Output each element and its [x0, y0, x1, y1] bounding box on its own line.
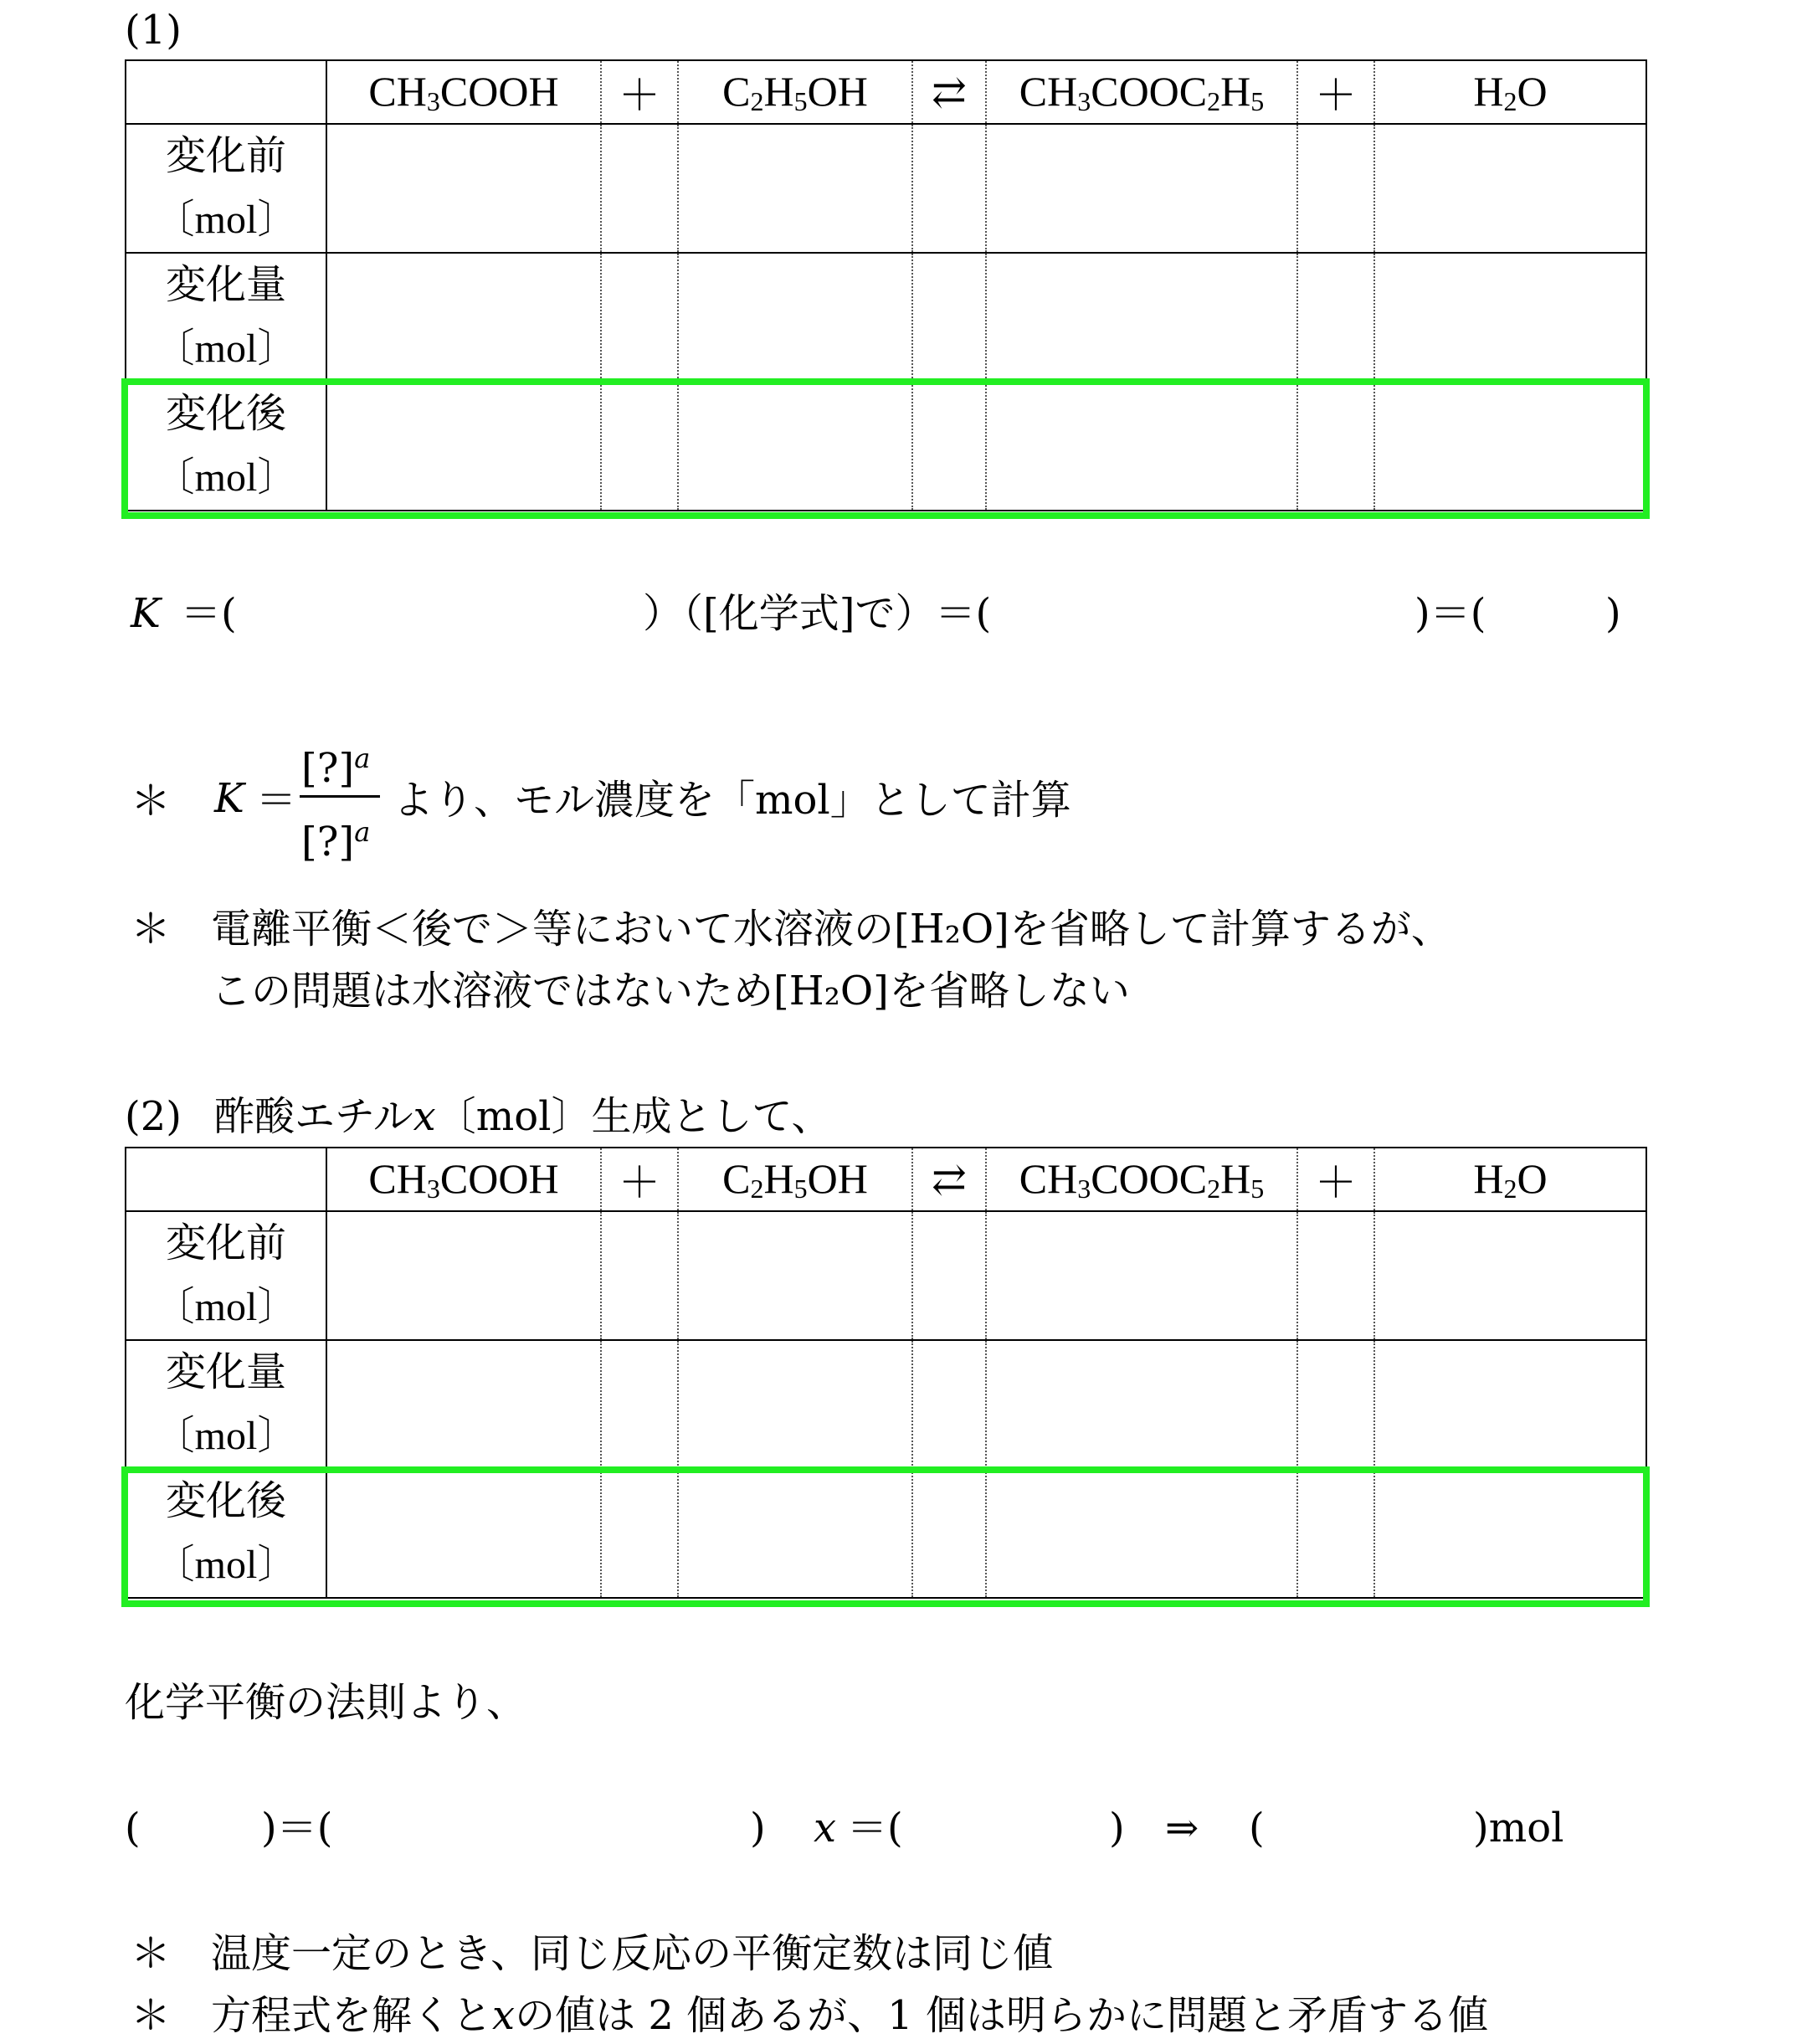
- blank-cell: [678, 1211, 912, 1340]
- blank-cell: [1374, 124, 1646, 253]
- header-cell: H2O: [1374, 1148, 1646, 1211]
- blank-cell: [912, 124, 986, 253]
- p2-note1-star: ＊: [131, 1930, 172, 1977]
- eq-p4: ＝(: [847, 1805, 903, 1851]
- header-cell: C2H5OH: [678, 60, 912, 124]
- blank-cell: [601, 253, 678, 382]
- blank-cell: [678, 1340, 912, 1469]
- row-label: [126, 1211, 326, 1340]
- blank-cell: [912, 1340, 986, 1469]
- row-label-name: 変化前: [165, 134, 286, 178]
- eq-p6: (: [1249, 1805, 1265, 1851]
- note1-eq: ＝: [256, 777, 297, 824]
- note2-line2: この問題は水溶液ではないため[H₂O]を省略しない: [211, 968, 1130, 1014]
- row-label-unit: 〔mol〕: [154, 1285, 298, 1329]
- header-cell: CH3COOC2H5: [986, 60, 1297, 124]
- header-cell: C2H5OH: [678, 1148, 912, 1211]
- row-label: [126, 124, 326, 253]
- blank-cell: [986, 253, 1297, 382]
- part1-label: (1): [125, 7, 182, 54]
- blank-cell: [601, 124, 678, 253]
- note1-k: K: [214, 775, 244, 822]
- row-label-name: 変化後: [165, 1479, 286, 1523]
- k-close-note: ）（[化学式]で）＝(: [643, 590, 992, 637]
- blank-cell: [1297, 1340, 1374, 1469]
- header-cell: ＋: [1297, 60, 1374, 124]
- blank-cell: [986, 1211, 1297, 1340]
- frac-denominator: [?]$^a$: [301, 816, 371, 865]
- row-label-unit: 〔mol〕: [154, 1414, 298, 1458]
- blank-cell: [986, 124, 1297, 253]
- eq-p1: (: [125, 1805, 141, 1851]
- blank-cell: [1374, 1211, 1646, 1340]
- blank-cell: [986, 1340, 1297, 1469]
- law-text: 化学平衡の法則より、: [125, 1679, 527, 1726]
- row-label-name: 変化前: [165, 1221, 286, 1266]
- header-cell: [126, 60, 326, 124]
- k-symbol: K: [131, 590, 161, 637]
- eq-p2: )＝(: [261, 1805, 333, 1851]
- k-end: ): [1605, 590, 1621, 637]
- row-label: [126, 1340, 326, 1469]
- eq-arrow: ⇒: [1165, 1805, 1199, 1851]
- note2-star: ＊: [131, 906, 172, 953]
- blank-cell: [678, 124, 912, 253]
- table-row: [126, 253, 1646, 382]
- blank-cell: [326, 1211, 601, 1340]
- p2-note2-star: ＊: [131, 1992, 172, 2039]
- eq-p3: ): [750, 1805, 766, 1851]
- blank-cell: [1297, 1211, 1374, 1340]
- blank-cell: [912, 253, 986, 382]
- blank-cell: [326, 1340, 601, 1469]
- header-cell: ＋: [601, 60, 678, 124]
- row-label-unit: 〔mol〕: [154, 455, 298, 500]
- blank-cell: [601, 1211, 678, 1340]
- k-mid: )＝(: [1414, 590, 1486, 637]
- k-eq-open: ＝(: [181, 590, 237, 637]
- eq-p7: )mol: [1473, 1805, 1564, 1851]
- blank-cell: [912, 1211, 986, 1340]
- frac-numerator: [?]$^a$: [301, 742, 371, 792]
- blank-cell: [678, 253, 912, 382]
- table-row: [126, 1340, 1646, 1469]
- part2-label: (2): [125, 1093, 182, 1140]
- row-label-unit: 〔mol〕: [154, 198, 298, 242]
- note1-star: ＊: [131, 778, 172, 824]
- header-cell: ＋: [1297, 1148, 1374, 1211]
- header-cell: ⇄: [912, 1148, 986, 1211]
- header-cell: ⇄: [912, 60, 986, 124]
- note2-line1: 電離平衡＜後で＞等において水溶液の[H₂O]を省略して計算するが、: [211, 906, 1451, 953]
- header-cell: CH3COOC2H5: [986, 1148, 1297, 1211]
- p2-note2-text: 方程式を解くとxの値は 2 個あるが、1 個は明らかに問題と矛盾する値: [211, 1992, 1488, 2039]
- header-cell: CH3COOH: [326, 60, 601, 124]
- row-label: [126, 253, 326, 382]
- row-label-unit: 〔mol〕: [154, 1543, 298, 1587]
- highlight-box-2: [121, 1466, 1650, 1607]
- part2-intro: 酢酸エチルx〔mol〕生成として、: [214, 1093, 832, 1140]
- row-label-name: 変化量: [165, 263, 286, 307]
- eq-x: x: [814, 1805, 837, 1851]
- header-cell: [126, 1148, 326, 1211]
- blank-cell: [326, 253, 601, 382]
- header-cell: ＋: [601, 1148, 678, 1211]
- header-cell: H2O: [1374, 60, 1646, 124]
- row-label-name: 変化後: [165, 392, 286, 436]
- frac-line: [300, 795, 380, 798]
- table-row: [126, 1211, 1646, 1340]
- note1-text: より、モル濃度を「mol」として計算: [393, 777, 1071, 824]
- row-label-name: 変化量: [165, 1350, 286, 1394]
- p2-note1-text: 温度一定のとき、同じ反応の平衡定数は同じ値: [211, 1930, 1054, 1977]
- header-cell: CH3COOH: [326, 1148, 601, 1211]
- blank-cell: [326, 124, 601, 253]
- row-label-unit: 〔mol〕: [154, 326, 298, 371]
- blank-cell: [1374, 1340, 1646, 1469]
- blank-cell: [1374, 253, 1646, 382]
- eq-p5: ): [1109, 1805, 1125, 1851]
- table-row: [126, 124, 1646, 253]
- blank-cell: [1297, 124, 1374, 253]
- blank-cell: [1297, 253, 1374, 382]
- highlight-box-1: [121, 378, 1650, 519]
- blank-cell: [601, 1340, 678, 1469]
